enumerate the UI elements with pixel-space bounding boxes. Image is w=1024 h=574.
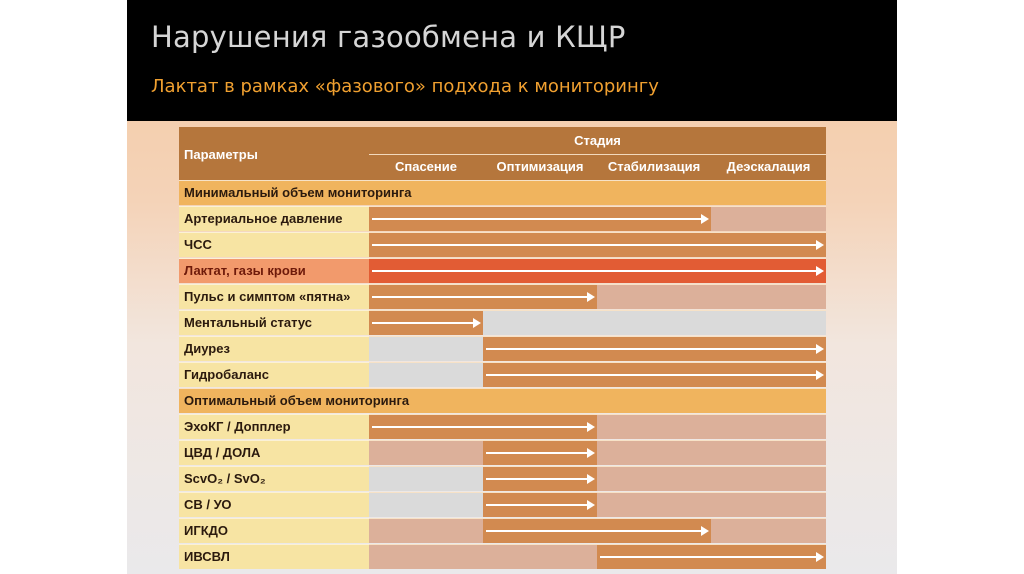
arrow-head-icon: [816, 370, 824, 380]
phase-cell: [369, 440, 483, 465]
phase-header: Стабилизация: [607, 159, 701, 174]
phase-arrow-line: [372, 270, 817, 272]
parameter-label: Лактат, газы крови: [179, 258, 369, 283]
arrow-head-icon: [587, 448, 595, 458]
phase-cell: [483, 310, 597, 335]
phase-cell: [711, 492, 826, 517]
parameter-label: Диурез: [179, 336, 369, 361]
phase-cell: [369, 336, 483, 361]
phase-arrow-line: [486, 504, 588, 506]
slide-subtitle: Лактат в рамках «фазового» подхода к мониторингу: [151, 76, 659, 97]
parameter-label: ИВСВЛ: [179, 544, 369, 569]
slide-header: [127, 0, 897, 121]
phase-cell: [597, 310, 711, 335]
monitoring-table: [179, 127, 826, 574]
phase-arrow-line: [372, 322, 474, 324]
arrow-head-icon: [473, 318, 481, 328]
phase-arrow-line: [486, 374, 817, 376]
phase-arrow-line: [372, 218, 702, 220]
phase-cell: [711, 310, 826, 335]
phase-arrow-line: [486, 478, 588, 480]
parameter-label: СВ / УО: [179, 492, 369, 517]
phase-arrow-line: [372, 244, 817, 246]
phase-cell: [711, 466, 826, 491]
phase-header: Оптимизация: [496, 159, 584, 174]
header-params: Параметры: [179, 127, 369, 180]
parameter-label: ЭхоКГ / Допплер: [179, 414, 369, 439]
parameter-label: Артериальное давление: [179, 206, 369, 231]
phase-arrow-line: [372, 426, 588, 428]
header-stage: Стадия: [574, 133, 621, 148]
parameter-label: Гидробаланс: [179, 362, 369, 387]
phase-cell: [369, 544, 483, 569]
phase-cell: [369, 492, 483, 517]
arrow-head-icon: [587, 500, 595, 510]
parameter-label: ScvO₂ / SvO₂: [179, 466, 369, 491]
arrow-head-icon: [816, 266, 824, 276]
phase-arrow-line: [486, 452, 588, 454]
section-header: Оптимальный объем мониторинга: [179, 388, 826, 413]
arrow-head-icon: [587, 474, 595, 484]
phase-cell: [711, 284, 826, 309]
slide: [127, 0, 897, 574]
phase-cell: [597, 466, 711, 491]
phase-header: Спасение: [394, 159, 457, 174]
section-header: Минимальный объем мониторинга: [179, 180, 826, 205]
parameter-label: Ментальный статус: [179, 310, 369, 335]
phase-cell: [369, 466, 483, 491]
phase-cell: [597, 414, 711, 439]
arrow-head-icon: [816, 240, 824, 250]
phase-cell: [483, 544, 597, 569]
parameter-label: ЧСС: [179, 232, 369, 257]
parameter-label: ЦВД / ДОЛА: [179, 440, 369, 465]
arrow-head-icon: [587, 422, 595, 432]
phase-arrow-line: [486, 530, 702, 532]
arrow-head-icon: [816, 552, 824, 562]
phase-cell: [711, 206, 826, 231]
phase-cell: [711, 440, 826, 465]
arrow-head-icon: [816, 344, 824, 354]
parameter-label: Пульс и симптом «пятна»: [179, 284, 369, 309]
phase-arrow-line: [486, 348, 817, 350]
phase-cell: [711, 414, 826, 439]
phase-arrow-line: [372, 296, 588, 298]
phase-cell: [597, 440, 711, 465]
phase-cell: [369, 362, 483, 387]
arrow-head-icon: [701, 526, 709, 536]
arrow-head-icon: [587, 292, 595, 302]
phase-cell: [369, 518, 483, 543]
phase-cell: [597, 284, 711, 309]
phase-arrow-line: [600, 556, 817, 558]
parameter-label: ИГКДО: [179, 518, 369, 543]
arrow-head-icon: [701, 214, 709, 224]
phase-cell: [711, 518, 826, 543]
phase-cell: [597, 492, 711, 517]
phase-header: Деэскалация: [726, 159, 811, 174]
slide-title: Нарушения газообмена и КЩР: [151, 20, 626, 54]
